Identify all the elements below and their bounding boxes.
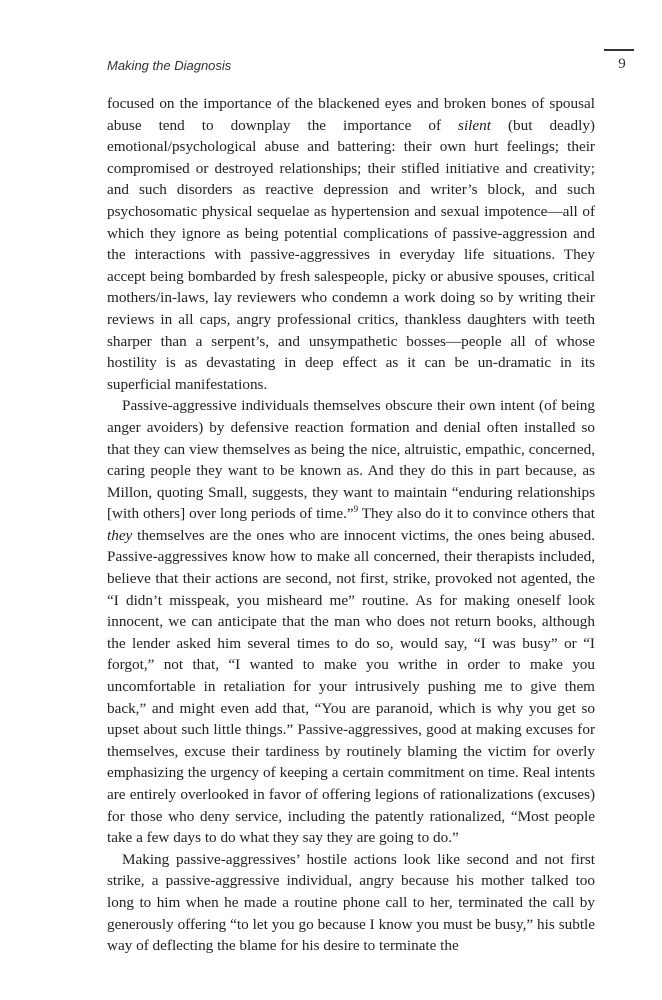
text-segment: (but deadly) emotional/psychological abuse and battering: their own hurt feelings; their compromised or destroyed relationships; their stifled initiative and creativity; and such disorders as reactive depression and writer’s block, and such psychosomatic physical sequelae as hypertension and sexual impotence—all of which they ignore as being potential complications of passive-aggression and the interactions with passive-aggressives in everyday life situations. They accept being bombarded by fresh salespeople, picky or abusive spouses, critical mothers/in-laws, lay reviewers who condemn a work doing so by writing their reviews in all caps, angry professional critics, thankless daughters with teeth sharper than a serpent’s, and unsympathetic bosses—people all of whose hostility is as devastating in deep effect as it can be un-dramatic in its superficial manifestations. — [107, 116, 595, 393]
footnote-ref: 9 — [353, 504, 359, 515]
page-number: 9 — [618, 56, 626, 72]
page-number-rule — [604, 49, 634, 51]
text-segment: Passive-aggressive individuals themselves obscure their own intent (of being anger avoiders) by defensive reaction formation and denial often installed so that they can view themselves as being the nice, altruistic, empathic, concerned, caring people they want to be known as. And they do this in part because, as Millon, quoting Small, suggests, they want to maintain “enduring relationships [with others] over long periods of time.” — [107, 397, 595, 523]
paragraph — [107, 849, 595, 957]
running-head: Making the Diagnosis — [107, 58, 232, 73]
paragraph — [107, 395, 595, 848]
emphasis: silent — [458, 116, 491, 134]
text-segment: themselves are the ones who are innocent victims, the ones being abused. Passive-aggressives know how to make all concerned, their therapists included, believe that their actions are second, not first, strike, provoked not agented, the “I didn’t misspeak, you misheard me” routine. As for making oneself look innocent, we can anticipate that the man who does not return books, although the lender asked him several times to do so, would say, “I was busy” or “I forgot,” not that, “I wanted to make you writhe in order to make you uncomfortable in retaliation for your intrusively pushing me to give them back,” and might even add that, “You are paranoid, which is why you get so upset about such little things.” Passive-aggressives, good at making excuses for themselves, excuse their tardiness by routinely blaming the victim for overly emphasizing the urgency of keeping a certain commitment on time. Real intents are entirely overlooked in favor of offering legions of rationalizations (excuses) for those who deny service, including the patently rationalized, “Most people take a few days to do what they say they are going to do.” — [107, 526, 595, 847]
emphasis: they — [107, 526, 133, 544]
text-segment: They also do it to convince others that — [358, 505, 595, 523]
text-segment: Making passive-aggressives’ hostile actions look like second and not first strike, a passive-aggressive individual, angry because his mother talked too long to him when he made a routine phone call to her, terminated the call by generously offering “to let you go because I know you must be busy,” his subtle way of deflecting the blame for his desire to terminate the — [107, 850, 595, 955]
paragraph — [107, 93, 595, 395]
body-text — [107, 93, 595, 957]
text-segment: focused on the importance of the blackened eyes and broken bones of spousal abuse tend to downplay the importance of — [107, 95, 595, 134]
